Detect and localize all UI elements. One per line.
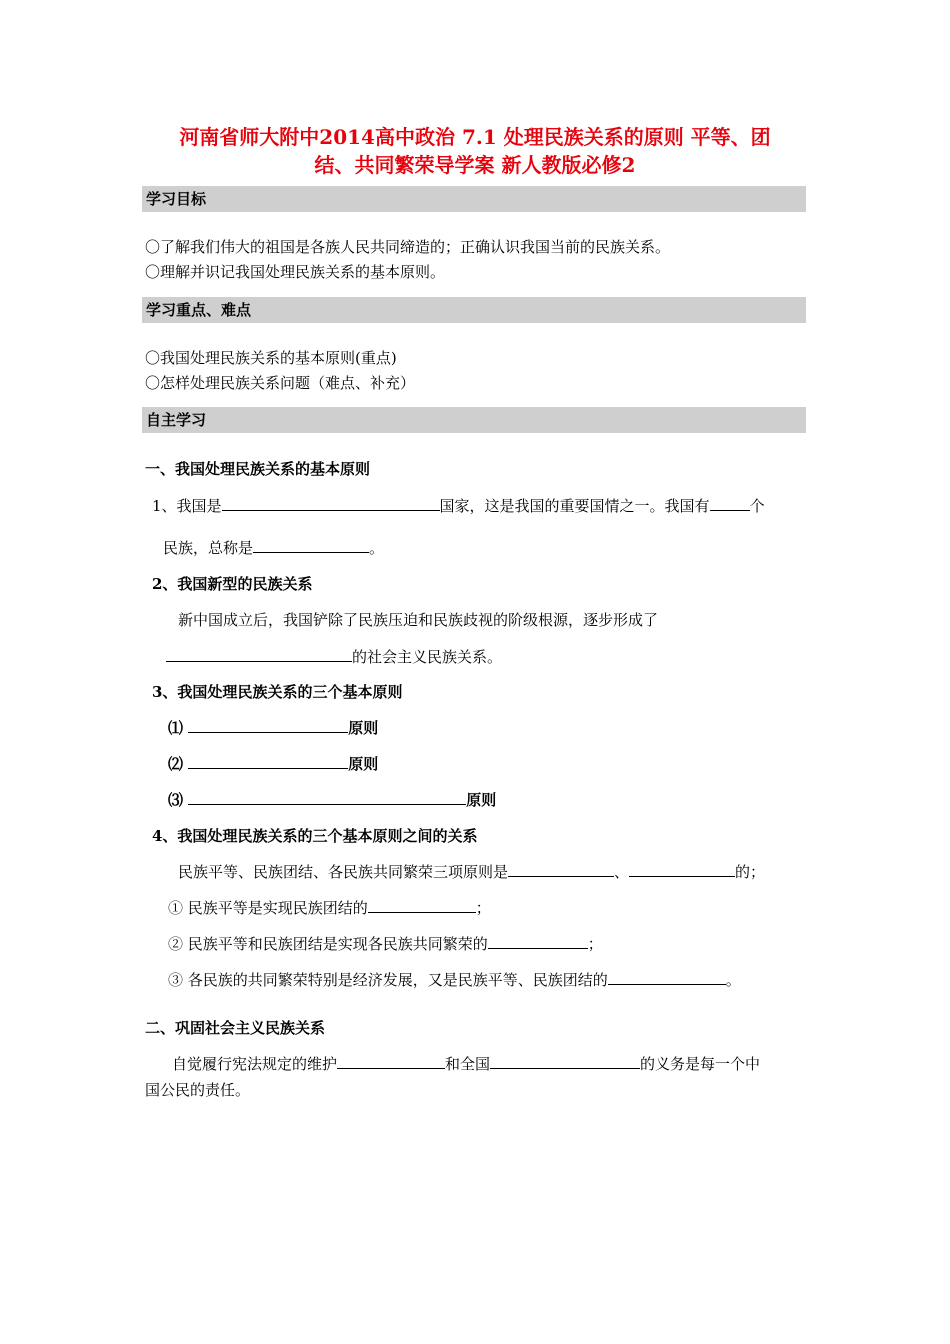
section-header-self-study: 自主学习 bbox=[142, 407, 806, 433]
q3-suffix-2: 原则 bbox=[348, 755, 379, 773]
q4-blank-clause-2[interactable] bbox=[488, 934, 588, 949]
q4-clause-1-end: ； bbox=[475, 899, 491, 917]
section-header-keypoints: 学习重点、难点 bbox=[142, 297, 806, 323]
q1-blank-collective-name[interactable] bbox=[253, 538, 369, 553]
q3-blank-3[interactable] bbox=[188, 790, 466, 805]
q4-blank-intro-1[interactable] bbox=[508, 862, 614, 877]
part2-blank-2[interactable] bbox=[490, 1054, 640, 1069]
part2-text-d: 国公民的责任。 bbox=[145, 1081, 251, 1099]
q4-blank-intro-2[interactable] bbox=[629, 862, 735, 877]
q2-heading: 2、我国新型的民族关系 bbox=[152, 575, 313, 593]
q4-clause-2-text: ② 民族平等和民族团结是实现各民族共同繁荣的 bbox=[168, 935, 488, 953]
part2-text-b: 和全国 bbox=[445, 1055, 491, 1073]
part2-blank-1[interactable] bbox=[337, 1054, 445, 1069]
keypoint-item-2: 〇怎样处理民族关系问题（难点、补充） bbox=[145, 374, 416, 392]
q4-intro-line bbox=[178, 862, 765, 882]
q2-text: 新中国成立后，我国铲除了民族压迫和民族歧视的阶级根源，逐步形成了 bbox=[178, 611, 659, 629]
part2-text-a: 自觉履行宪法规定的维护 bbox=[172, 1055, 338, 1073]
q2-tail: 的社会主义民族关系。 bbox=[352, 648, 503, 666]
part2-heading: 二、巩固社会主义民族关系 bbox=[145, 1019, 326, 1037]
q3-item-3 bbox=[168, 790, 496, 810]
q1-text-c: 个 bbox=[749, 497, 765, 515]
q3-blank-1[interactable] bbox=[188, 718, 348, 733]
part1-heading: 一、我国处理民族关系的基本原则 bbox=[145, 460, 371, 478]
q4-clause-1 bbox=[168, 898, 491, 918]
q2-line-2 bbox=[166, 647, 502, 667]
q1-line-1 bbox=[152, 496, 765, 516]
q4-heading: 4、我国处理民族关系的三个基本原则之间的关系 bbox=[152, 827, 478, 845]
q1-line-2 bbox=[163, 538, 384, 558]
q3-number-2: ⑵ bbox=[168, 755, 184, 773]
q4-clause-3-end: 。 bbox=[725, 971, 741, 989]
q3-number-1: ⑴ bbox=[168, 719, 184, 737]
q4-blank-clause-3[interactable] bbox=[608, 970, 726, 985]
q4-clause-3 bbox=[168, 970, 741, 990]
title-line-2: 结、共同繁荣导学案 新人教版必修2 bbox=[314, 153, 636, 177]
q4-intro-end: 的； bbox=[735, 863, 766, 881]
q4-blank-clause-1[interactable] bbox=[368, 898, 476, 913]
q3-blank-2[interactable] bbox=[188, 754, 348, 769]
q4-clause-1-text: ① 民族平等是实现民族团结的 bbox=[168, 899, 368, 917]
q4-clause-2 bbox=[168, 934, 603, 954]
q4-clause-2-end: ； bbox=[587, 935, 603, 953]
q3-heading: 3、我国处理民族关系的三个基本原则 bbox=[152, 683, 403, 701]
q4-intro: 民族平等、民族团结、各民族共同繁荣三项原则是 bbox=[178, 863, 509, 881]
q3-suffix-1: 原则 bbox=[348, 719, 379, 737]
q4-clause-3-text: ③ 各民族的共同繁荣特别是经济发展，又是民族平等、民族团结的 bbox=[168, 971, 608, 989]
document-title bbox=[100, 123, 850, 179]
q3-item-1 bbox=[168, 718, 378, 738]
q1-text-e: 。 bbox=[369, 539, 385, 557]
part2-text-c: 的义务是每一个中 bbox=[640, 1055, 761, 1073]
goal-item-1: 〇了解我们伟大的祖国是各族人民共同缔造的；正确认识我国当前的民族关系。 bbox=[145, 238, 671, 256]
section-header-goals: 学习目标 bbox=[142, 186, 806, 212]
q3-item-2 bbox=[168, 754, 378, 774]
title-line-1: 河南省师大附中2014高中政治 7.1 处理民族关系的原则 平等、团 bbox=[179, 125, 771, 149]
q1-text-b: 国家，这是我国的重要国情之一。我国有 bbox=[439, 497, 710, 515]
q2-blank-relation[interactable] bbox=[166, 647, 352, 662]
keypoint-item-1: 〇我国处理民族关系的基本原则(重点) bbox=[145, 349, 397, 367]
q1-blank-country-type[interactable] bbox=[222, 496, 440, 511]
part2-line-1 bbox=[172, 1054, 760, 1074]
q1-text-d: 民族，总称是 bbox=[163, 539, 254, 557]
q1-blank-count[interactable] bbox=[710, 496, 750, 511]
q4-intro-sep: 、 bbox=[614, 863, 630, 881]
goal-item-2: 〇理解并识记我国处理民族关系的基本原则。 bbox=[145, 263, 446, 281]
q3-number-3: ⑶ bbox=[168, 791, 184, 809]
q3-suffix-3: 原则 bbox=[466, 791, 497, 809]
q1-text-a: 1、我国是 bbox=[152, 497, 222, 515]
